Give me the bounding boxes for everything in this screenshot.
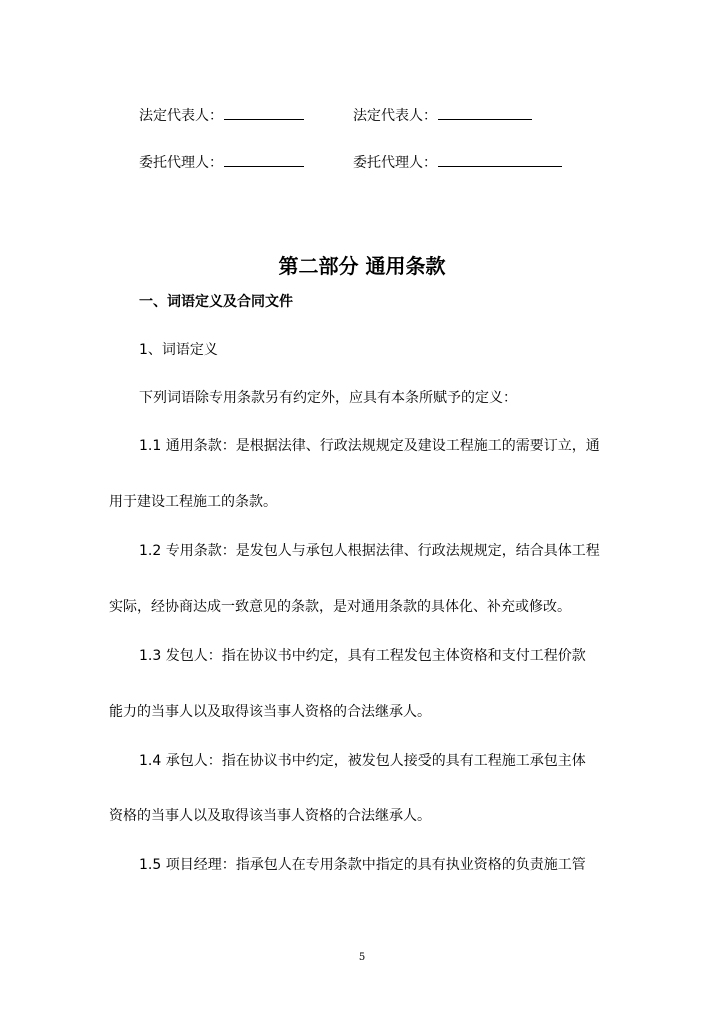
signature-label: 法定代表人：: [139, 108, 223, 124]
signature-blank-line: [438, 105, 532, 120]
signature-label: 法定代表人：: [353, 108, 437, 124]
signature-right: [353, 105, 532, 126]
signature-row-legal-representative: [0, 105, 724, 125]
signature-label: 委托代理人：: [353, 155, 437, 171]
clause-1-4-first-line: 1.4 承包人：指在协议书中约定，被发包人接受的具有工程施工承包主体: [139, 753, 586, 769]
subsection-heading: 1、词语定义: [139, 342, 218, 358]
signature-label: 委托代理人：: [139, 155, 223, 171]
clause-1-2-first-line: 1.2 专用条款：是发包人与承包人根据法律、行政法规规定，结合具体工程: [139, 543, 600, 559]
signature-blank-line: [224, 152, 304, 167]
clause-1-4-continuation: 资格的当事人以及取得该当事人资格的合法继承人。: [109, 808, 431, 824]
clause-1-5-first-line: 1.5 项目经理：指承包人在专用条款中指定的具有执业资格的负责施工管: [139, 857, 586, 873]
signature-left: [139, 152, 304, 173]
intro-paragraph: 下列词语除专用条款另有约定外，应具有本条所赋予的定义：: [139, 390, 517, 406]
section-heading: 一、词语定义及合同文件: [139, 294, 293, 310]
signature-right: [353, 152, 562, 173]
clause-1-1-first-line: 1.1 通用条款：是根据法律、行政法规规定及建设工程施工的需要订立，通: [139, 438, 600, 454]
clause-1-3-continuation: 能力的当事人以及取得该当事人资格的合法继承人。: [109, 704, 431, 720]
clause-1-3-first-line: 1.3 发包人：指在协议书中约定，具有工程发包主体资格和支付工程价款: [139, 648, 586, 664]
signature-blank-line: [224, 105, 304, 120]
signature-blank-line: [438, 152, 562, 167]
part-title: 第二部分 通用条款: [278, 254, 446, 278]
page-number: 5: [358, 952, 366, 963]
signature-left: [139, 105, 304, 126]
clause-1-1-continuation: 用于建设工程施工的条款。: [109, 494, 277, 510]
clause-1-2-continuation: 实际，经协商达成一致意见的条款，是对通用条款的具体化、补充或修改。: [109, 599, 571, 615]
signature-row-authorized-agent: [0, 152, 724, 172]
